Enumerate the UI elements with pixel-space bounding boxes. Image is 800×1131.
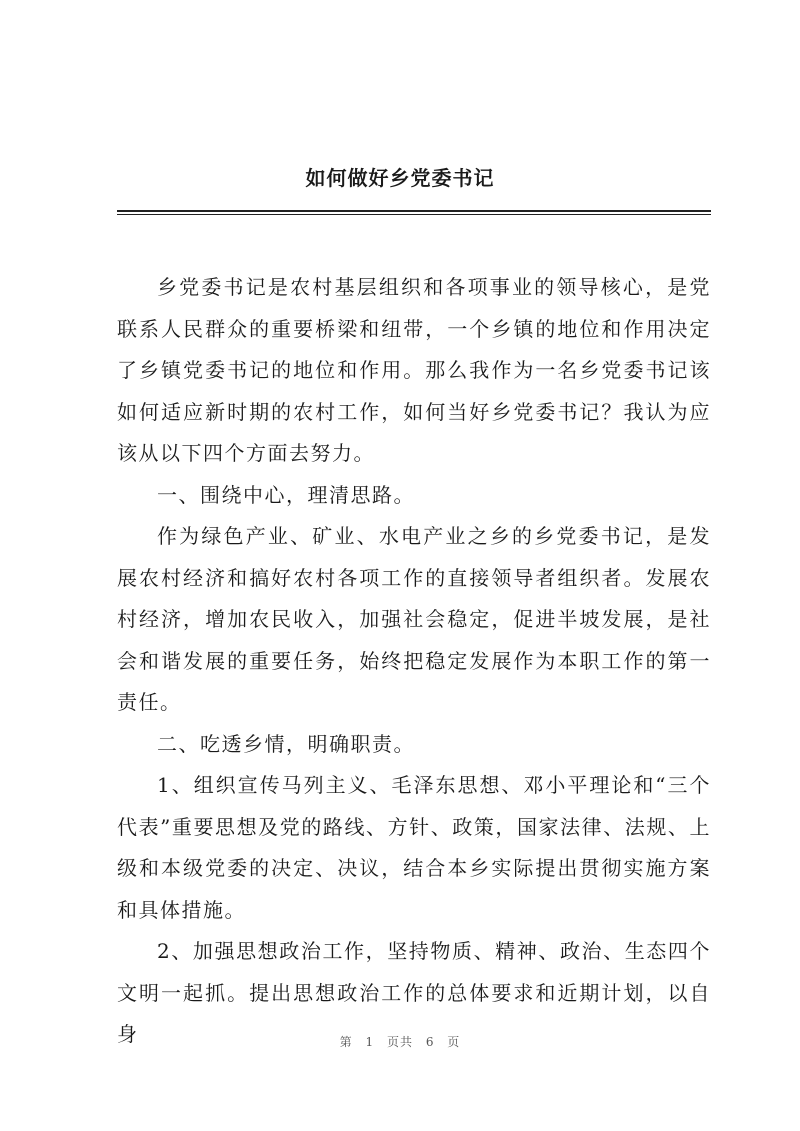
paragraph-section-1: 作为绿色产业、矿业、水电产业之乡的乡党委书记，是发展农村经济和搞好农村各项工作的直接领导者组织者。发展农村经济，增加农民收入，加强社会稳定，促进半坡发展，是社会和谐发展的重要任务，始终把稳定发展作为本职工作的第一责任。 bbox=[117, 524, 711, 714]
document-title: 如何做好乡党委书记 bbox=[305, 166, 495, 190]
paragraph-intro: 乡党委书记是农村基层组织和各项事业的领导核心，是党联系人民群众的重要桥梁和纽带，一个乡镇的地位和作用决定了乡镇党委书记的地位和作用。那么我作为一名乡党委书记该如何适应新时期的农村工作，如何当好乡党委书记？我认为应该从以下四个方面去努力。 bbox=[117, 275, 711, 465]
section-heading-1: 一、围绕中心，理清思路。 bbox=[157, 482, 415, 507]
title-underline-thick bbox=[117, 210, 711, 212]
footer-middle: 页共 bbox=[386, 1035, 413, 1049]
footer-suffix: 页 bbox=[447, 1035, 461, 1049]
section-heading-2: 二、吃透乡情，明确职责。 bbox=[157, 731, 415, 756]
page-footer bbox=[0, 1033, 800, 1050]
footer-total-pages: 6 bbox=[425, 1035, 435, 1049]
document-body bbox=[117, 267, 711, 1056]
footer-current-page: 1 bbox=[365, 1035, 375, 1049]
title-underline-thin bbox=[117, 214, 711, 215]
paragraph-item-2: 2、加强思想政治工作，坚持物质、精神、政治、生态四个文明一起抓。提出思想政治工作的总体要求和近期计划，以自身 bbox=[117, 939, 711, 1046]
paragraph-item-1: 1、组织宣传马列主义、毛泽东思想、邓小平理论和“三个代表”重要思想及党的路线、方针、政策，国家法律、法规、上级和本级党委的决定、决议，结合本乡实际提出贯彻实施方案和具体措施。 bbox=[117, 773, 711, 922]
footer-prefix: 第 bbox=[339, 1035, 353, 1049]
